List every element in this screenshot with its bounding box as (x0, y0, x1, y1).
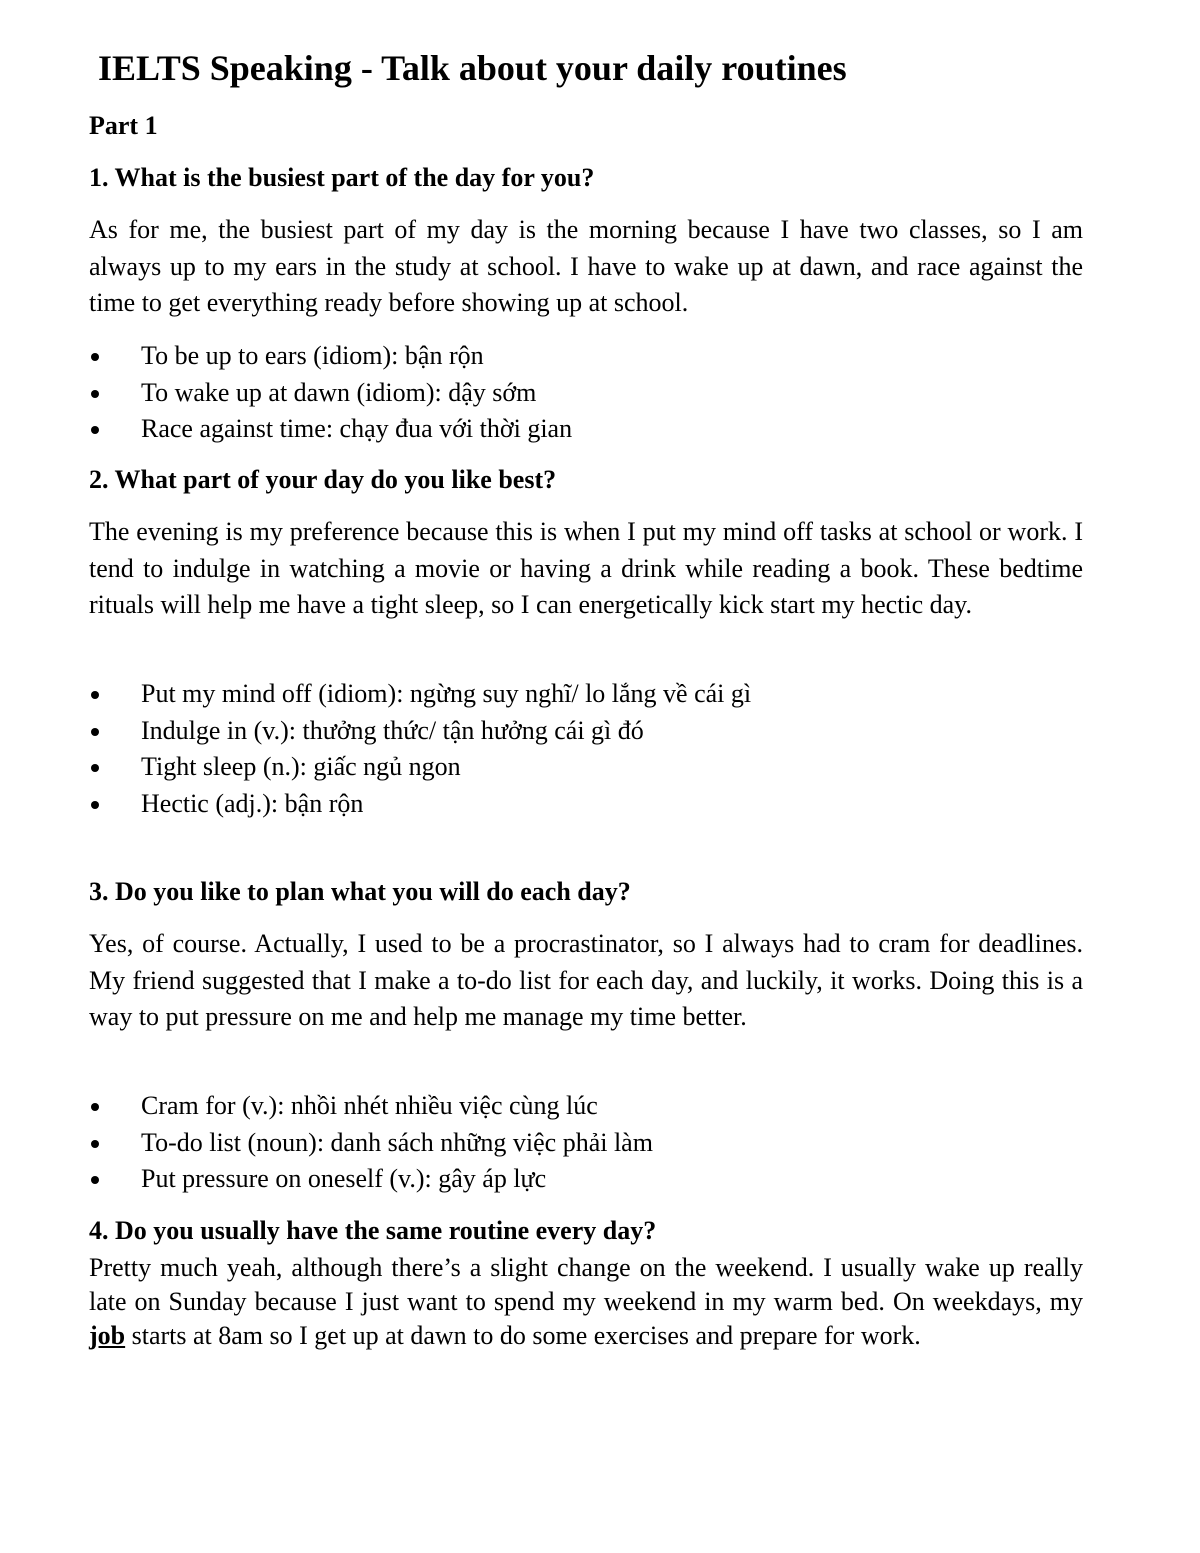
list-item (89, 713, 751, 750)
vocab-text: Put pressure on oneself (v.): gây áp lực (141, 1164, 547, 1193)
bullet-icon (91, 691, 99, 699)
vocab-text: Cram for (v.): nhồi nhét nhiều việc cùng lúc (141, 1091, 598, 1120)
bullet-icon (91, 353, 99, 361)
vocab-list-2 (89, 676, 751, 822)
list-item (89, 676, 751, 713)
vocab-text: Hectic (adj.): bận rộn (141, 788, 364, 818)
vocab-list-3 (89, 1088, 653, 1198)
list-item (89, 338, 572, 375)
list-item (89, 1088, 653, 1125)
question-3: 3. Do you like to plan what you will do each day? (89, 877, 631, 906)
page-title: IELTS Speaking - Talk about your daily routines (98, 48, 847, 88)
question-4: 4. Do you usually have the same routine every day? (89, 1216, 657, 1245)
bullet-icon (91, 801, 99, 809)
vocab-list-1 (89, 338, 572, 448)
vocab-text: Put my mind off (idiom): ngừng suy nghĩ/ lo lắng về cái gì (141, 679, 752, 708)
answer-4 (89, 1251, 1083, 1353)
vocab-text: Race against time: chạy đua với thời gian (141, 414, 573, 443)
bullet-icon (91, 728, 99, 736)
answer-1: As for me, the busiest part of my day is the morning because I have two classes, so I am always up to my ears in the study at school. I have to wake up at dawn, and race against the time to get everything ready before showing up at school. (89, 215, 1083, 317)
job-link[interactable]: job (89, 1321, 126, 1350)
answer-3: Yes, of course. Actually, I used to be a procrastinator, so I always had to cram for deadlines. My friend suggested that I make a to-do list for each day, and luckily, it works. Doing this is a way to put pressure on me and help me manage my time better. (89, 929, 1083, 1031)
vocab-text: To be up to ears (idiom): bận rộn (141, 341, 484, 370)
part-heading: Part 1 (89, 111, 158, 140)
bullet-icon (91, 1140, 99, 1148)
list-item (89, 749, 751, 786)
bullet-icon (91, 1103, 99, 1111)
list-item (89, 1161, 653, 1198)
bullet-icon (91, 1176, 99, 1184)
list-item (89, 411, 572, 448)
list-item (89, 375, 572, 412)
bullet-icon (91, 426, 99, 434)
vocab-text: Indulge in (v.): thưởng thức/ tận hưởng cái gì đó (141, 715, 644, 745)
answer-4-text-end: starts at 8am so I get up at dawn to do some exercises and prepare for work. (125, 1321, 921, 1350)
question-2: 2. What part of your day do you like best? (89, 465, 557, 494)
vocab-text: Tight sleep (n.): giấc ngủ ngon (141, 752, 461, 781)
vocab-text: To-do list (noun): danh sách những việc phải làm (141, 1127, 653, 1157)
answer-2: The evening is my preference because this is when I put my mind off tasks at school or work. I tend to indulge in watching a movie or having a drink while reading a book. These bedtime rituals will help me have a tight sleep, so I can energetically kick start my hectic day. (89, 517, 1083, 619)
list-item (89, 1125, 653, 1162)
question-1: 1. What is the busiest part of the day for you? (89, 163, 595, 192)
list-item (89, 786, 751, 823)
bullet-icon (91, 764, 99, 772)
bullet-icon (91, 390, 99, 398)
answer-4-text-start: Pretty much yeah, although there’s a slight change on the weekend. I usually wake up really late on Sunday because I just want to spend my weekend in my warm bed. On weekdays, my (89, 1253, 1083, 1316)
vocab-text: To wake up at dawn (idiom): dậy sớm (141, 377, 537, 407)
